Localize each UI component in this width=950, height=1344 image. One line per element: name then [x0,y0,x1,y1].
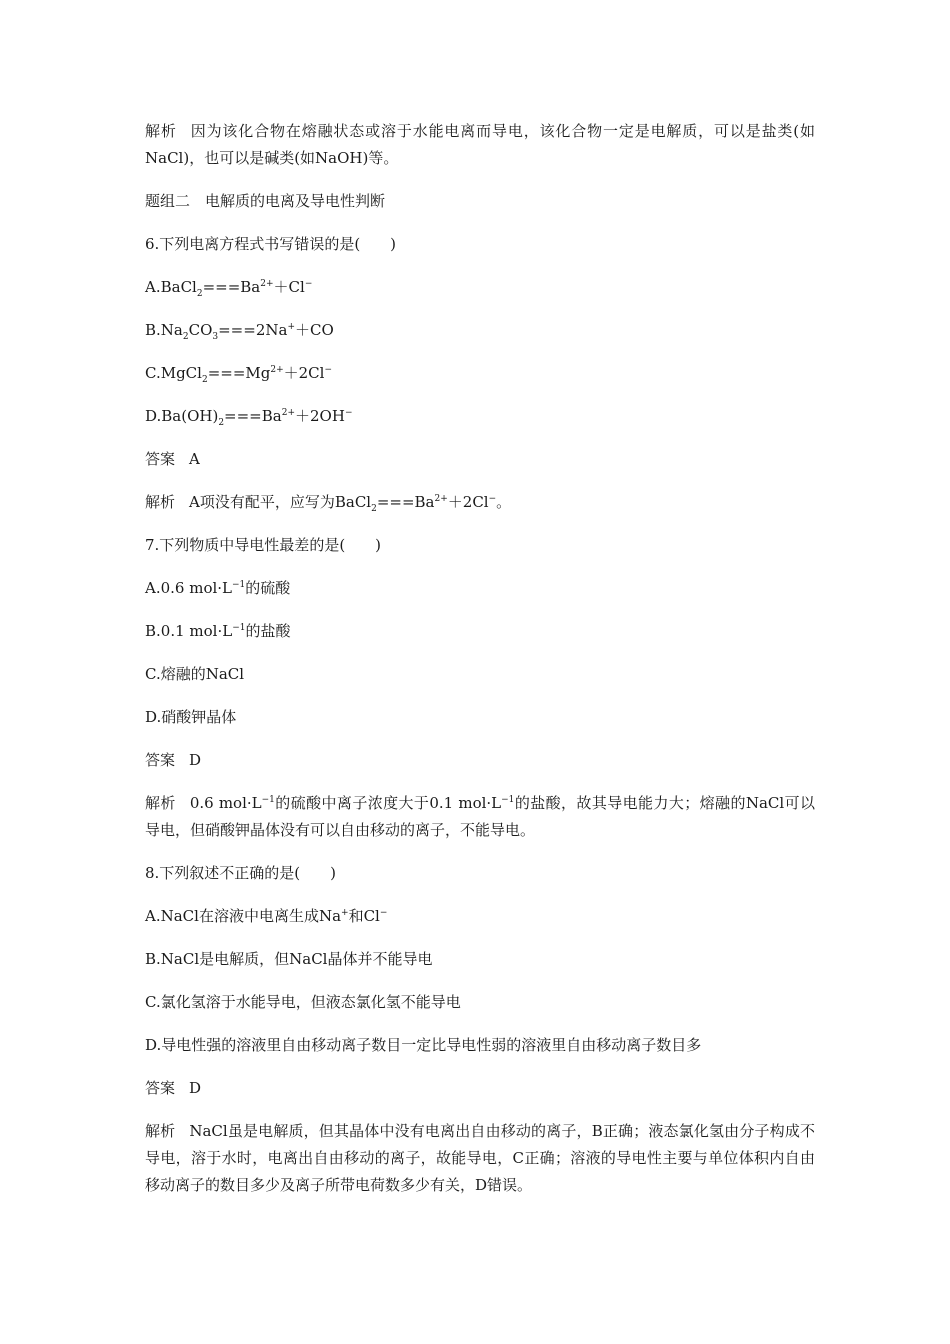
analysis-text: NaCl虽是电解质，但其晶体中没有电离出自由移动的离子，B正确；液态氯化氢由分子构成不导电，溶于水时，电离出自由移动的离子，故能导电，C正确；溶液的导电性主要与单位体积内自由移动离子的数目多少及离子所带电荷数多少有关，D错误。 [145,1122,815,1194]
analysis-text: 因为该化合物在熔融状态或溶于水能电离而导电，该化合物一定是电解质，可以是盐类(如NaCl)，也可以是碱类(如NaOH)等。 [145,122,815,167]
q6-analysis: 解析 A项没有配平，应写为$BaCl_2===Ba^{2+}+2Cl^-$。 [145,493,512,514]
document-page [145,118,815,1215]
q7-analysis: 解析 0.6 $mol\cdot L^{-1}$的硫酸中离子浓度大于0.1 $mol\cdot L^{-1}$的盐酸，故其导电能力大；熔融的NaCl可以导电，但硝酸钾晶体没有可以自由移动的离子，不能导电。 [145,794,815,839]
q6-option-c: $C.MgCl_2===Mg^{2+}+2Cl^-$ [145,364,333,385]
analysis-label: 解析 [145,1122,176,1140]
analysis-label: 解析 [145,493,176,511]
q8-option-c: C.氯化氢溶于水能导电，但液态氯化氢不能导电 [145,993,461,1011]
answer-value: A [189,450,200,468]
q6-option-a: $A.BaCl_2===Ba^{2+}+Cl^-$ [145,278,313,299]
answer-value: D [189,751,202,769]
q8-stem: 8.下列叙述不正确的是( ) [145,864,337,882]
q8-option-d: D.导电性强的溶液里自由移动离子数目一定比导电性弱的溶液里自由移动离子数目多 [145,1036,702,1054]
q8-answer [145,1075,815,1102]
q7-stem: 7.下列物质中导电性最差的是( ) [145,536,382,554]
q6-stem: 6.下列电离方程式书写错误的是( ) [145,235,397,253]
q8-option-a: A.NaCl在溶液中电离生成Na+和Cl− [145,907,388,925]
q7-option-a: A.0.6 $mol\cdot L^{-1}$的硫酸 [145,579,291,597]
answer-label: 答案 [145,450,176,468]
answer-label: 答案 [145,751,176,769]
q8-option-b: B.NaCl是电解质，但NaCl晶体并不能导电 [145,950,433,968]
q7-option-d: D.硝酸钾晶体 [145,708,237,726]
q8-analysis [145,1118,815,1199]
analysis-5 [145,118,815,172]
q6-answer [145,446,815,473]
group-title: 题组二 电解质的电离及导电性判断 [145,192,386,210]
analysis-label: 解析 [145,794,176,812]
q6-option-d: $D.Ba(OH)_2===Ba^{2+}+2OH^-$ [145,407,353,428]
answer-value: D [189,1079,202,1097]
analysis-label: 解析 [145,122,177,140]
q6-option-b: $B.Na_2CO_3===2Na^++CO$ [145,321,334,342]
q7-option-c: C.熔融的NaCl [145,665,245,683]
q7-option-b: B.0.1 $mol\cdot L^{-1}$的盐酸 [145,622,291,640]
q7-answer [145,747,815,774]
answer-label: 答案 [145,1079,176,1097]
